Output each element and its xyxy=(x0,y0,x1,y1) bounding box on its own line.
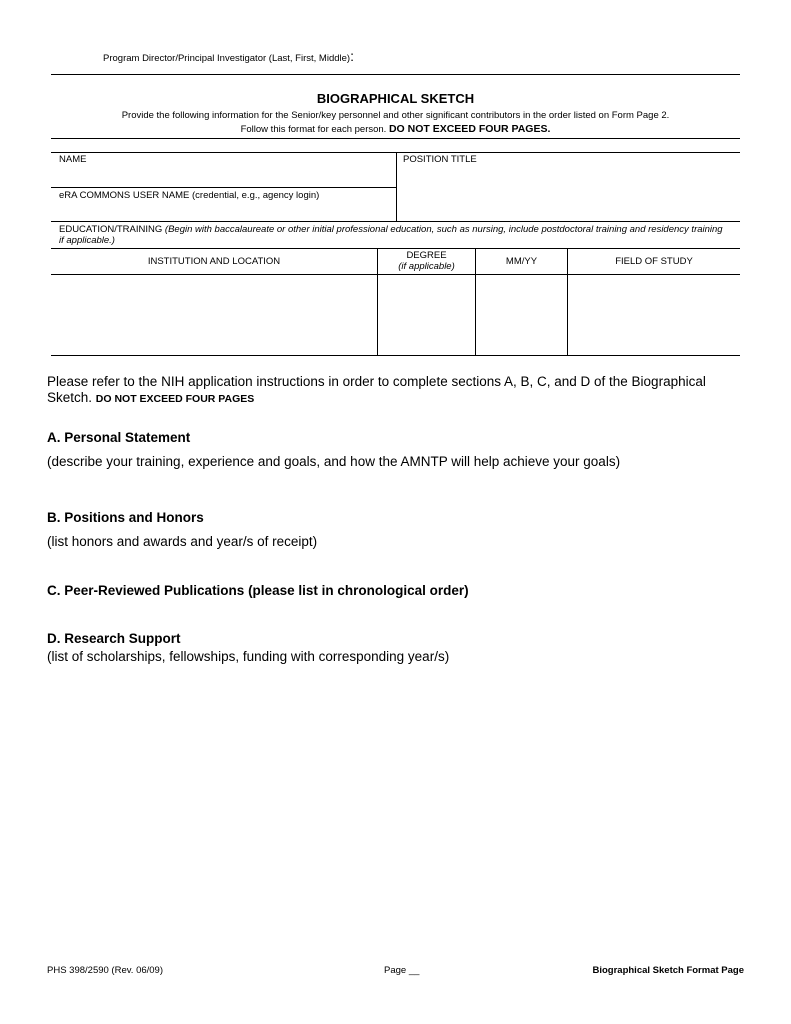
pd-pi-field[interactable] xyxy=(103,48,354,64)
position-title-field[interactable] xyxy=(397,152,740,221)
section-a-text: (describe your training, experience and goals, and how the AMNTP will help achieve your goals) xyxy=(47,454,621,469)
intro-text: Please refer to the NIH application instructions in order to complete sections A, B, C, and D of the Biographical Sketch. xyxy=(47,374,706,405)
position-title-label: POSITION TITLE xyxy=(403,154,477,165)
instructions-line2-prefix: Follow this format for each person. xyxy=(240,124,387,135)
footer-form-id: PHS 398/2590 (Rev. 06/09) xyxy=(47,965,164,976)
section-c-heading: C. Peer-Reviewed Publications (please list in chronological order) xyxy=(47,583,469,598)
col-header-degree xyxy=(378,250,475,272)
col-header-field-of-study: FIELD OF STUDY xyxy=(615,256,693,267)
col-header-institution: INSTITUTION AND LOCATION xyxy=(147,256,281,267)
education-note: (Begin with baccalaureate or other initial professional education, such as nursing, include postdoctoral training and residency training if applicable.) xyxy=(59,224,723,246)
institution-cell[interactable] xyxy=(51,275,377,355)
pd-pi-colon: : xyxy=(350,48,354,64)
section-d-heading: D. Research Support xyxy=(47,631,181,646)
degree-cell[interactable] xyxy=(378,275,475,355)
education-heading xyxy=(59,224,729,246)
mmyy-cell[interactable] xyxy=(476,275,567,355)
era-commons-label: eRA COMMONS USER NAME (credential, e.g., agency login) xyxy=(59,190,320,201)
intro-bold: DO NOT EXCEED FOUR PAGES xyxy=(95,393,255,405)
name-label: NAME xyxy=(59,154,87,165)
name-field[interactable] xyxy=(51,152,396,187)
col-header-mmyy: MM/YY xyxy=(505,256,538,267)
col-header-degree-label: DEGREE xyxy=(406,250,447,261)
footer-page-number: Page __ xyxy=(384,965,420,976)
footer-doc-title: Biographical Sketch Format Page xyxy=(592,965,744,976)
table-row-border-2 xyxy=(51,221,740,222)
era-commons-field[interactable] xyxy=(51,188,396,221)
field-of-study-cell[interactable] xyxy=(568,275,740,355)
section-a-heading: A. Personal Statement xyxy=(47,430,191,445)
instructions-line2-bold: DO NOT EXCEED FOUR PAGES. xyxy=(388,123,551,135)
table-row-border-3 xyxy=(51,248,740,249)
education-label: EDUCATION/TRAINING xyxy=(59,224,163,235)
pd-pi-label: Program Director/Principal Investigator (Last, First, Middle) xyxy=(103,53,351,64)
instructions-line1: Provide the following information for the Senior/key personnel and other significant contributors in the order listed on Form Page 2. xyxy=(121,110,670,121)
intro-paragraph xyxy=(47,374,747,407)
section-b-heading: B. Positions and Honors xyxy=(47,510,204,525)
instructions-line2 xyxy=(51,123,740,135)
section-b-text: (list honors and awards and year/s of receipt) xyxy=(47,534,318,549)
col-header-degree-sub: (if applicable) xyxy=(398,261,455,272)
page-title: BIOGRAPHICAL SKETCH xyxy=(316,91,475,106)
table-bottom-border xyxy=(51,355,740,356)
header-divider xyxy=(51,74,740,75)
table-top-border xyxy=(51,138,740,139)
section-d-text: (list of scholarships, fellowships, funding with corresponding year/s) xyxy=(47,649,450,664)
